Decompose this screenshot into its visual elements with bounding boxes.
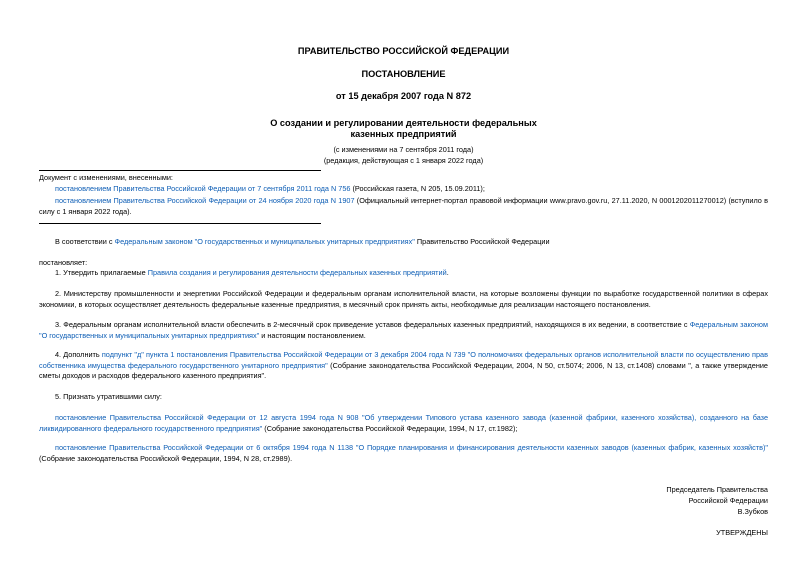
amendments-intro: Документ с изменениями, внесенными: [39,173,173,182]
paragraph-7 [39,443,768,464]
edition-note: (редакция, действующая с 1 января 2022 года) [323,156,484,165]
decree-908-link[interactable]: постановление Правительства Российской Федерации от 12 августа 1994 года N 908 "Об утверждении Типового устава казенного завода (казенной фабрики, казенного хозяйства), созданного на базе ликвидированного федерального государственного предприятия" [39,413,768,433]
government-heading: ПРАВИТЕЛЬСТВО РОССИЙСКОЙ ФЕДЕРАЦИИ [297,46,510,56]
amendments-top-divider [39,170,321,171]
approved-label: УТВЕРЖДЕНЫ [716,528,768,537]
paragraph-1 [39,268,768,279]
signatory-position-1: Председатель Правительства [666,485,768,494]
signatory-name: В.Зубков [737,507,768,516]
paragraph-1-post: . [446,268,449,277]
federal-law-link-2[interactable]: Федеральным законом "О государственных и муниципальных унитарных предприятиях" [39,320,768,340]
amendments-bottom-divider [39,223,321,224]
amendment-tail-1: (Российская газета, N 205, 15.09.2011); [350,184,485,193]
paragraph-6 [39,413,768,434]
preamble-post: Правительство Российской Федерации [414,237,550,246]
preamble-pre: В соответствии с [55,237,115,246]
paragraph-4-pre: 4. Дополнить [55,350,102,359]
paragraph-1-pre: 1. Утвердить прилагаемые [55,268,148,277]
amendment-item-2 [39,196,768,217]
document-title-line1: О создании и регулировании деятельности федеральных [270,118,537,128]
paragraph-7-post: (Собрание законодательства Российской Федерации, 1994, N 28, ст.2989). [39,453,293,463]
preamble-paragraph [39,237,768,248]
paragraph-3 [39,320,768,341]
changes-note: (с изменениями на 7 сентября 2011 года) [333,145,474,154]
decree-739-link[interactable]: подпункт "д" пункта 1 постановления Правительства Российской Федерации от 3 декабря 2004 года N 739 "О полномочиях федеральных органов исполнительной власти по осуществлению прав собственника имущества федерального государственного унитарного предприятия" [39,350,768,370]
decree-1138-link[interactable]: постановление Правительства Российской Федерации от 6 октября 1994 года N 1138 "О Порядке планирования и финансирования деятельности казенных заводов (казенных фабрик, казенных хозяйств)" [55,443,768,452]
paragraph-3-pre: 3. Федеральным органам исполнительной власти обеспечить в 2-месячный срок приведение уставов федеральных казенных предприятий, находящихся в их ведении, в соответствие с [55,320,690,329]
document-date-number: от 15 декабря 2007 года N 872 [335,91,472,101]
amendment-tail-2: (Официальный интернет-портал правовой информации www.pravo.gov.ru, 27.11.2020, N 0001202011270012) (вступило в силу с 1 января 2022 года). [39,196,768,216]
amendment-link-2[interactable]: постановлением Правительства Российской Федерации от 24 ноября 2020 года N 1907 [55,196,355,205]
document-type-heading: ПОСТАНОВЛЕНИЕ [361,69,446,79]
paragraph-4-post: (Собрание законодательства Российской Федерации, 2004, N 50, ст.5074; 2006, N 13, ст.1408) словами ", а также утверждение сметы доходов и расходов федерального казенного предприятия". [39,360,768,380]
document-title-line2: казенных предприятий [350,129,457,139]
rules-link[interactable]: Правила создания и регулирования деятельности федеральных казенных предприятий [147,268,447,277]
paragraph-4 [39,350,768,382]
signatory-position-2: Российской Федерации [688,496,768,505]
paragraph-3-post: и настоящим постановлением. [259,330,366,340]
paragraph-6-post: (Собрание законодательства Российской Федерации, 1994, N 17, ст.1982); [262,423,518,433]
amendment-item-1 [39,184,768,195]
federal-law-link[interactable]: Федеральным законом "О государственных и муниципальных унитарных предприятиях" [114,237,415,246]
decree-word: постановляет: [39,258,88,267]
paragraph-5: 5. Признать утратившими силу: [55,392,162,401]
paragraph-2: 2. Министерству промышленности и энергетики Российской Федерации и федеральным органам исполнительной власти, на которые возложены функции по выработке государственной политики в сферах экономики, в которых осуществляет деятельность федеральные казенные предприятия, в месячный срок принять акты, необходимые для реализации настоящего постановления. [39,289,768,309]
amendment-link-1[interactable]: постановлением Правительства Российской Федерации от 7 сентября 2011 года N 756 [55,184,351,193]
